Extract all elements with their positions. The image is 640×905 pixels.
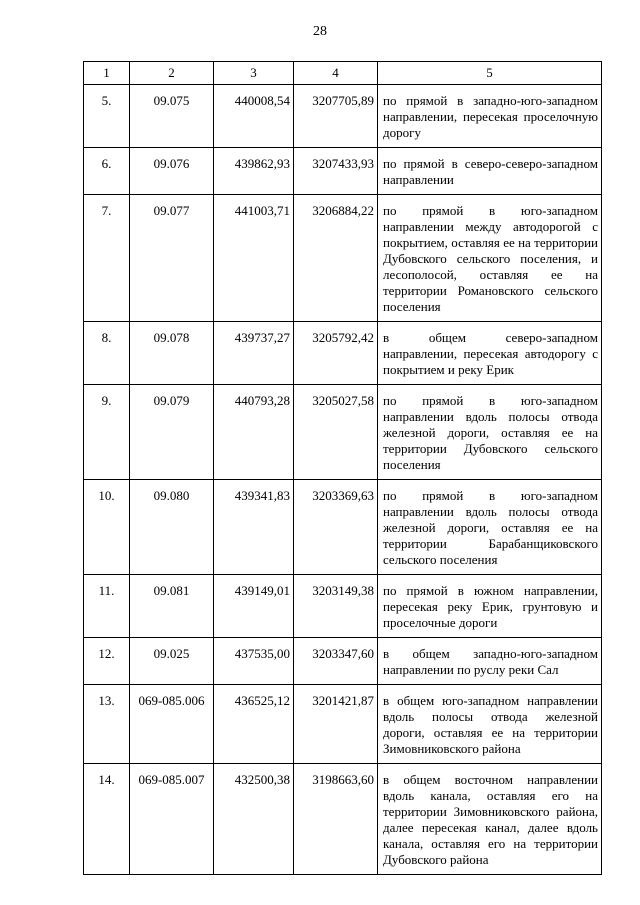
table-row bbox=[84, 85, 602, 148]
coordinate-x: 439737,27 bbox=[214, 322, 294, 385]
coordinate-x: 432500,38 bbox=[214, 764, 294, 875]
table-row bbox=[84, 148, 602, 195]
point-id: 09.077 bbox=[130, 195, 214, 322]
boundary-description: в общем восточном направлении вдоль канала, оставляя его на территории Зимовниковского района, далее пересекая канал, далее вдоль канала, оставляя его на территории Дубовского района bbox=[378, 764, 602, 875]
row-number: 13. bbox=[84, 685, 130, 764]
coordinate-x: 440008,54 bbox=[214, 85, 294, 148]
boundary-description: в общем западно-юго-западном направлении по руслу реки Сал bbox=[378, 638, 602, 685]
coordinate-y: 3207433,93 bbox=[294, 148, 378, 195]
coordinate-y: 3198663,60 bbox=[294, 764, 378, 875]
row-number: 12. bbox=[84, 638, 130, 685]
coordinate-x: 440793,28 bbox=[214, 385, 294, 480]
row-number: 8. bbox=[84, 322, 130, 385]
coordinate-x: 436525,12 bbox=[214, 685, 294, 764]
coordinate-x: 437535,00 bbox=[214, 638, 294, 685]
row-number: 7. bbox=[84, 195, 130, 322]
coordinate-x: 439862,93 bbox=[214, 148, 294, 195]
row-number: 11. bbox=[84, 575, 130, 638]
boundary-description: по прямой в юго-западном направлении вдоль полосы отвода железной дороги, оставляя ее на территории Дубовского сельского поселения bbox=[378, 385, 602, 480]
column-header-description: 5 bbox=[378, 62, 602, 85]
point-id: 09.080 bbox=[130, 480, 214, 575]
row-number: 6. bbox=[84, 148, 130, 195]
row-number: 9. bbox=[84, 385, 130, 480]
coordinate-y: 3207705,89 bbox=[294, 85, 378, 148]
point-id: 09.081 bbox=[130, 575, 214, 638]
coordinate-x: 439341,83 bbox=[214, 480, 294, 575]
column-header-point: 2 bbox=[130, 62, 214, 85]
table-row bbox=[84, 685, 602, 764]
coordinate-x: 441003,71 bbox=[214, 195, 294, 322]
table-row bbox=[84, 764, 602, 875]
boundary-description: по прямой в юго-западном направлении между автодорогой с покрытием, оставляя ее на территории Дубовского сельского поселения, и лесополосой, оставляя ее на территории Романовского сельского поселения bbox=[378, 195, 602, 322]
table-row bbox=[84, 638, 602, 685]
coordinate-x: 439149,01 bbox=[214, 575, 294, 638]
coordinate-y: 3203347,60 bbox=[294, 638, 378, 685]
row-number: 14. bbox=[84, 764, 130, 875]
boundary-description: по прямой в северо-северо-западном направлении bbox=[378, 148, 602, 195]
table-row bbox=[84, 195, 602, 322]
point-id: 09.025 bbox=[130, 638, 214, 685]
coordinate-y: 3205027,58 bbox=[294, 385, 378, 480]
table-row bbox=[84, 575, 602, 638]
column-header-x: 3 bbox=[214, 62, 294, 85]
coordinate-y: 3206884,22 bbox=[294, 195, 378, 322]
point-id: 09.076 bbox=[130, 148, 214, 195]
coordinate-y: 3205792,42 bbox=[294, 322, 378, 385]
boundary-description: по прямой в южном направлении, пересекая реку Ерик, грунтовую и проселочные дороги bbox=[378, 575, 602, 638]
boundary-description: в общем северо-западном направлении, пересекая автодорогу с покрытием и реку Ерик bbox=[378, 322, 602, 385]
point-id: 09.079 bbox=[130, 385, 214, 480]
table-row bbox=[84, 480, 602, 575]
point-id: 069-085.006 bbox=[130, 685, 214, 764]
boundary-description: в общем юго-западном направлении вдоль полосы отвода железной дороги, оставляя ее на территории Зимовниковского района bbox=[378, 685, 602, 764]
boundary-description: по прямой в юго-западном направлении вдоль полосы отвода железной дороги, оставляя ее на территории Барабанщиковского сельского поселения bbox=[378, 480, 602, 575]
coordinate-y: 3203369,63 bbox=[294, 480, 378, 575]
coordinate-y: 3201421,87 bbox=[294, 685, 378, 764]
page-number: 28 bbox=[313, 24, 327, 39]
row-number: 5. bbox=[84, 85, 130, 148]
point-id: 069-085.007 bbox=[130, 764, 214, 875]
table-header-row bbox=[84, 62, 602, 85]
point-id: 09.075 bbox=[130, 85, 214, 148]
boundary-description: по прямой в западно-юго-западном направлении, пересекая проселочную дорогу bbox=[378, 85, 602, 148]
column-header-y: 4 bbox=[294, 62, 378, 85]
boundary-table bbox=[83, 61, 602, 875]
table-row bbox=[84, 385, 602, 480]
row-number: 10. bbox=[84, 480, 130, 575]
point-id: 09.078 bbox=[130, 322, 214, 385]
column-header-number: 1 bbox=[84, 62, 130, 85]
coordinate-y: 3203149,38 bbox=[294, 575, 378, 638]
table-row bbox=[84, 322, 602, 385]
